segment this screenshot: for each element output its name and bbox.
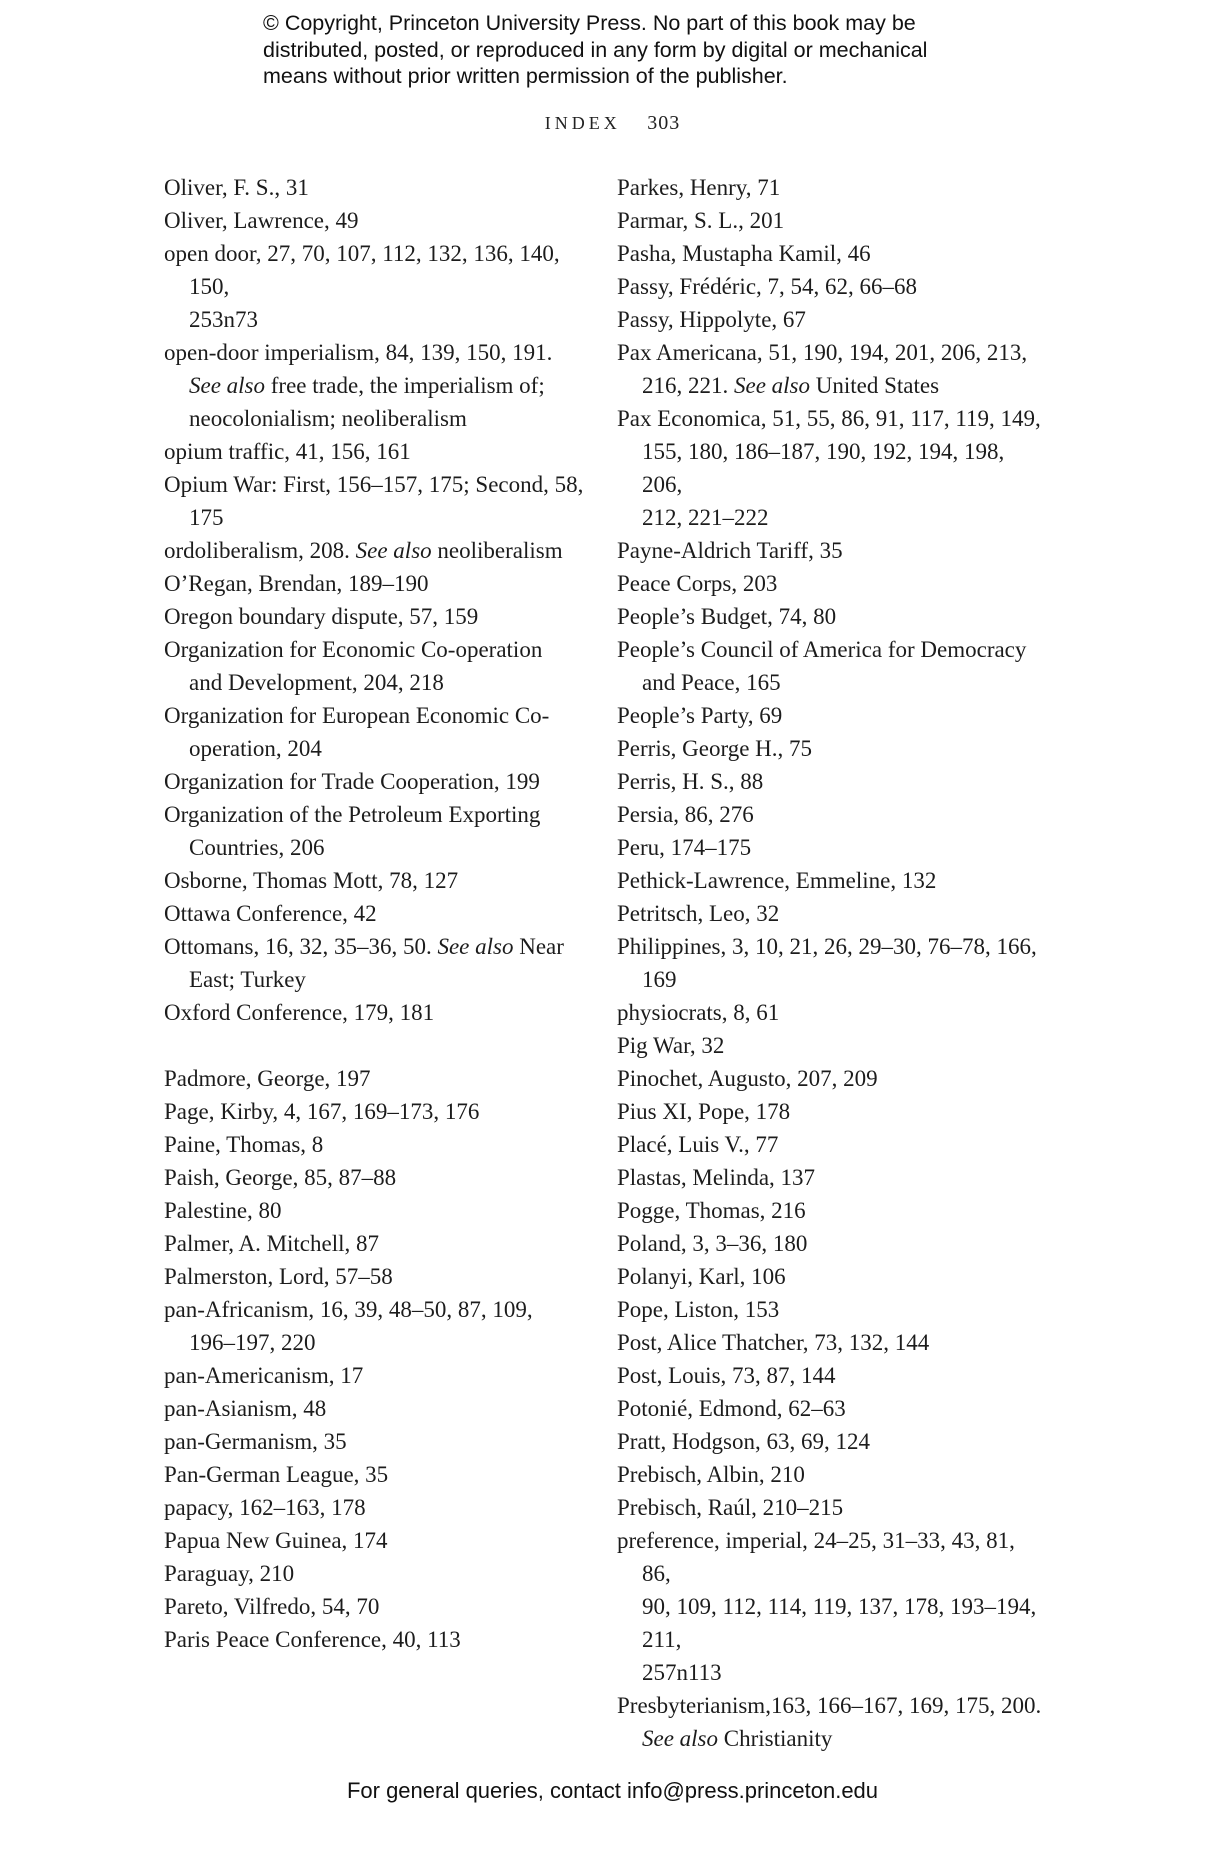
index-entry xyxy=(617,1161,1047,1194)
index-entry-text: Palmerston, Lord, 57–58 xyxy=(164,1264,393,1289)
index-entry-text: 175 xyxy=(189,505,224,530)
index-entry xyxy=(617,930,1047,996)
index-entry xyxy=(164,435,584,468)
index-entry xyxy=(164,1359,584,1392)
index-entry-text: Persia, 86, 276 xyxy=(617,802,754,827)
index-entry-text: Pax Americana, 51, 190, 194, 201, 206, 213, 216, 221. xyxy=(617,340,1028,398)
index-entry xyxy=(164,930,584,996)
index-entry-text: 90, 109, 112, 114, 119, 137, 178, 193–194, 211, xyxy=(642,1594,1037,1652)
index-entry xyxy=(617,1458,1047,1491)
index-entry-text: Paish, George, 85, 87–88 xyxy=(164,1165,397,1190)
index-entry xyxy=(617,303,1047,336)
cross-reference-link: free trade, the imperialism of; neocolonialism; neoliberalism xyxy=(189,373,545,431)
index-entry xyxy=(164,1524,584,1557)
footer-contact: For general queries, contact info@press.princeton.edu xyxy=(346,1778,879,1803)
index-entry xyxy=(164,1392,584,1425)
page-number: 303 xyxy=(647,112,681,134)
index-entry-text: Parkes, Henry, 71 xyxy=(617,175,781,200)
index-entry-text: Paris Peace Conference, 40, 113 xyxy=(164,1627,461,1652)
index-entry-text: Poland, 3, 3–36, 180 xyxy=(617,1231,808,1256)
copyright-line: © Copyright, Princeton University Press. No part of this book may be xyxy=(263,11,916,35)
index-entry-text: opium traffic, 41, 156, 161 xyxy=(164,439,411,464)
index-entry-text: Post, Alice Thatcher, 73, 132, 144 xyxy=(617,1330,930,1355)
index-entry xyxy=(164,600,584,633)
index-entry xyxy=(164,897,584,930)
index-entry-text: Pareto, Vilfredo, 54, 70 xyxy=(164,1594,380,1619)
index-entry xyxy=(617,1524,1047,1689)
index-entry xyxy=(164,798,584,864)
index-entry-text: Plastas, Melinda, 137 xyxy=(617,1165,816,1190)
index-entry xyxy=(617,1491,1047,1524)
index-entry-text: Opium War: First, 156–157, 175; Second, 58, xyxy=(164,472,584,497)
index-entry xyxy=(164,633,584,699)
see-also-label: See also xyxy=(189,373,266,398)
index-entry xyxy=(617,336,1047,402)
index-entry xyxy=(617,864,1047,897)
index-entry-text: Padmore, George, 197 xyxy=(164,1066,371,1091)
index-entry-text: Organization for European Economic Co- xyxy=(164,703,550,728)
index-entry-text: Petritsch, Leo, 32 xyxy=(617,901,780,926)
index-entry-text: Peru, 174–175 xyxy=(617,835,752,860)
index-entry xyxy=(617,1425,1047,1458)
index-entry-text: physiocrats, 8, 61 xyxy=(617,1000,780,1025)
see-also-label: See also xyxy=(437,934,514,959)
index-entry-text: pan-Africanism, 16, 39, 48–50, 87, 109, xyxy=(164,1297,533,1322)
index-entry-text: 155, 180, 186–187, 190, 192, 194, 198, 206, xyxy=(642,439,1005,497)
index-entry-text: Pasha, Mustapha Kamil, 46 xyxy=(617,241,871,266)
index-entry-text: People’s Budget, 74, 80 xyxy=(617,604,837,629)
index-entry-text: Ottomans, 16, 32, 35–36, 50. xyxy=(164,934,432,959)
index-entry xyxy=(164,534,584,567)
index-entry-text: Organization for Trade Cooperation, 199 xyxy=(164,769,540,794)
index-entry-text: Post, Louis, 73, 87, 144 xyxy=(617,1363,836,1388)
cross-reference-link: Near East; Turkey xyxy=(189,934,564,992)
index-entry xyxy=(617,237,1047,270)
index-entry-text: Passy, Frédéric, 7, 54, 62, 66–68 xyxy=(617,274,918,299)
index-entry xyxy=(617,897,1047,930)
letter-gap xyxy=(164,1029,584,1062)
index-entry xyxy=(164,1227,584,1260)
index-entry-text: Palmer, A. Mitchell, 87 xyxy=(164,1231,379,1256)
index-entry-text: and Development, 204, 218 xyxy=(189,670,444,695)
index-entry xyxy=(164,1491,584,1524)
index-entry xyxy=(617,831,1047,864)
cross-reference-link: United States xyxy=(815,373,940,398)
index-entry-text: 257n113 xyxy=(642,1660,722,1685)
index-entry xyxy=(164,237,584,336)
index-entry-text: Placé, Luis V., 77 xyxy=(617,1132,779,1157)
index-entry-text: pan-Asianism, 48 xyxy=(164,1396,327,1421)
index-entry xyxy=(617,1062,1047,1095)
index-entry xyxy=(164,1293,584,1359)
index-entry-text: Prebisch, Raúl, 210–215 xyxy=(617,1495,844,1520)
index-entry-text: People’s Party, 69 xyxy=(617,703,783,728)
index-entry xyxy=(617,1359,1047,1392)
index-entry-text: People’s Council of America for Democracy xyxy=(617,637,1027,662)
index-entry-text: O’Regan, Brendan, 189–190 xyxy=(164,571,429,596)
index-entry-text: ordoliberalism, 208. xyxy=(164,538,350,563)
index-column-left xyxy=(164,171,584,1656)
index-entry xyxy=(617,402,1047,534)
cross-reference-link: Christianity xyxy=(723,1726,833,1751)
index-entry-text: Papua New Guinea, 174 xyxy=(164,1528,388,1553)
index-entry-text: operation, 204 xyxy=(189,736,322,761)
index-entry-text: Perris, H. S., 88 xyxy=(617,769,764,794)
index-entry xyxy=(164,1458,584,1491)
index-entry xyxy=(164,1128,584,1161)
index-entry xyxy=(617,732,1047,765)
index-entry xyxy=(617,270,1047,303)
index-entry xyxy=(164,1623,584,1656)
index-entry-text: Organization of the Petroleum Exporting xyxy=(164,802,541,827)
index-entry-text: Paine, Thomas, 8 xyxy=(164,1132,324,1157)
copyright-notice xyxy=(263,10,983,90)
index-entry xyxy=(617,996,1047,1029)
index-entry-text: Pan-German League, 35 xyxy=(164,1462,389,1487)
index-entry-text: Prebisch, Albin, 210 xyxy=(617,1462,805,1487)
index-entry-text: Oliver, F. S., 31 xyxy=(164,175,309,200)
index-entry xyxy=(617,765,1047,798)
index-entry-text: Pax Economica, 51, 55, 86, 91, 117, 119, 149, xyxy=(617,406,1041,431)
index-entry xyxy=(617,1392,1047,1425)
index-entry-text: Potonié, Edmond, 62–63 xyxy=(617,1396,846,1421)
index-entry xyxy=(164,996,584,1029)
index-entry-text: Countries, 206 xyxy=(189,835,325,860)
running-head xyxy=(0,112,1225,135)
index-entry-text: Pope, Liston, 153 xyxy=(617,1297,780,1322)
index-entry-text: Passy, Hippolyte, 67 xyxy=(617,307,806,332)
index-entry xyxy=(164,171,584,204)
index-entry xyxy=(164,1062,584,1095)
index-entry xyxy=(617,1293,1047,1326)
index-entry-text: Osborne, Thomas Mott, 78, 127 xyxy=(164,868,459,893)
index-entry xyxy=(617,1194,1047,1227)
index-entry xyxy=(164,765,584,798)
index-entry xyxy=(617,1128,1047,1161)
index-entry-text: Payne-Aldrich Tariff, 35 xyxy=(617,538,843,563)
index-entry-text: Pethick-Lawrence, Emmeline, 132 xyxy=(617,868,937,893)
index-entry-text: open-door imperialism, 84, 139, 150, 191. xyxy=(164,340,553,365)
index-entry xyxy=(617,534,1047,567)
see-also-label: See also xyxy=(734,373,811,398)
index-entry xyxy=(617,1326,1047,1359)
index-entry-text: and Peace, 165 xyxy=(642,670,781,695)
index-entry-text: pan-Americanism, 17 xyxy=(164,1363,364,1388)
index-entry xyxy=(164,336,584,435)
index-entry-text: pan-Germanism, 35 xyxy=(164,1429,347,1454)
index-entry-text: 212, 221–222 xyxy=(642,505,769,530)
index-entry-text: Oxford Conference, 179, 181 xyxy=(164,1000,435,1025)
index-entry-text: Ottawa Conference, 42 xyxy=(164,901,377,926)
index-entry-text: Perris, George H., 75 xyxy=(617,736,813,761)
index-entry xyxy=(617,1029,1047,1062)
index-entry xyxy=(617,633,1047,699)
index-entry xyxy=(617,171,1047,204)
index-entry-text: Organization for Economic Co-operation xyxy=(164,637,543,662)
index-entry xyxy=(164,1425,584,1458)
index-entry-text: Pratt, Hodgson, 63, 69, 124 xyxy=(617,1429,870,1454)
index-column-right xyxy=(617,171,1047,1755)
index-entry xyxy=(164,468,584,534)
index-entry-text: Page, Kirby, 4, 167, 169–173, 176 xyxy=(164,1099,480,1124)
cross-reference-link: neoliberalism xyxy=(437,538,563,563)
see-also-label: See also xyxy=(355,538,432,563)
running-head-title: INDEX xyxy=(544,113,621,133)
index-entry-text: Oliver, Lawrence, 49 xyxy=(164,208,359,233)
index-entry xyxy=(617,567,1047,600)
index-entry xyxy=(164,1194,584,1227)
index-entry xyxy=(164,864,584,897)
index-entry-text: open door, 27, 70, 107, 112, 132, 136, 140, 150, xyxy=(164,241,560,299)
index-entry-text: preference, imperial, 24–25, 31–33, 43, 81, 86, xyxy=(617,1528,1015,1586)
index-entry-text: Presbyterianism,163, 166–167, 169, 175, 200. xyxy=(617,1693,1042,1718)
index-entry-text: Parmar, S. L., 201 xyxy=(617,208,785,233)
index-entry-text: Pinochet, Augusto, 207, 209 xyxy=(617,1066,878,1091)
index-entry-text: Pig War, 32 xyxy=(617,1033,725,1058)
see-also-label: See also xyxy=(642,1726,719,1751)
index-entry-text: Palestine, 80 xyxy=(164,1198,282,1223)
index-entry-text: Polanyi, Karl, 106 xyxy=(617,1264,786,1289)
index-entry xyxy=(164,1260,584,1293)
index-entry-text: Pius XI, Pope, 178 xyxy=(617,1099,791,1124)
index-entry xyxy=(617,1227,1047,1260)
index-entry xyxy=(617,699,1047,732)
index-entry-text: Pogge, Thomas, 216 xyxy=(617,1198,806,1223)
index-entry-text: Paraguay, 210 xyxy=(164,1561,295,1586)
index-entry xyxy=(164,567,584,600)
index-entry xyxy=(617,1689,1047,1755)
index-entry xyxy=(164,1590,584,1623)
index-entry xyxy=(164,1095,584,1128)
index-entry-text: 196–197, 220 xyxy=(189,1330,316,1355)
index-entry xyxy=(164,1161,584,1194)
index-entry xyxy=(617,204,1047,237)
index-entry xyxy=(617,1095,1047,1128)
index-entry xyxy=(164,204,584,237)
index-entry-text: 253n73 xyxy=(189,307,258,332)
copyright-line: distributed, posted, or reproduced in any form by digital or mechanical xyxy=(263,37,928,62)
index-entry-text: Peace Corps, 203 xyxy=(617,571,778,596)
index-entry-text: papacy, 162–163, 178 xyxy=(164,1495,366,1520)
index-entry xyxy=(164,1557,584,1590)
index-entry xyxy=(617,798,1047,831)
index-entry xyxy=(617,1260,1047,1293)
copyright-line: means without prior written permission of the publisher. xyxy=(263,64,788,88)
index-entry xyxy=(617,600,1047,633)
index-entry-text: Philippines, 3, 10, 21, 26, 29–30, 76–78, 166, 169 xyxy=(617,934,1037,992)
index-entry xyxy=(164,699,584,765)
index-entry-text: Oregon boundary dispute, 57, 159 xyxy=(164,604,479,629)
